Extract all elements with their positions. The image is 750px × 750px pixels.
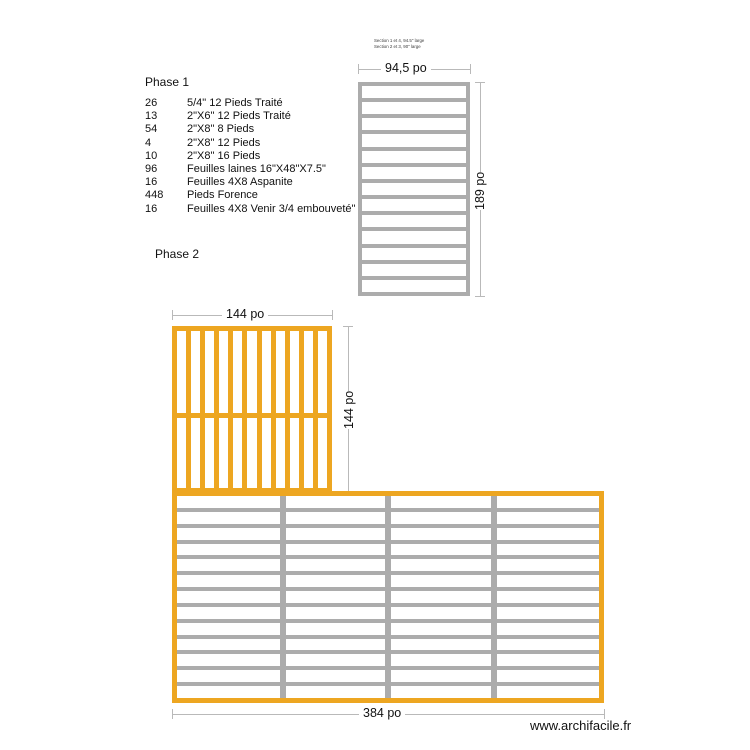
stud-wall-stud — [299, 331, 304, 488]
stud-wall-stud — [285, 331, 290, 488]
material-description: Feuilles laines 16"X48"X7.5" — [187, 163, 326, 176]
wall-width-dimension-tick-right — [332, 310, 333, 320]
material-row — [145, 110, 355, 123]
material-row — [145, 189, 355, 202]
stud-wall-stud — [200, 331, 205, 488]
material-row — [145, 123, 355, 136]
stud-wall-plan — [172, 326, 332, 493]
top-plan-joist — [362, 244, 466, 248]
stud-wall-stud — [186, 331, 191, 488]
stud-wall-stud — [242, 331, 247, 488]
top-height-dimension-tick-bottom — [475, 296, 485, 297]
top-plan-joist — [362, 179, 466, 183]
material-quantity: 16 — [145, 176, 158, 189]
top-plan-joist — [362, 98, 466, 102]
material-description: Feuilles 4X8 Aspanite — [187, 176, 293, 189]
deck-width-dimension-label: 384 po — [359, 706, 405, 720]
main-deck-plan — [172, 491, 604, 703]
material-quantity: 448 — [145, 189, 164, 202]
material-description: 2"X6" 12 Pieds Traité — [187, 110, 291, 123]
top-plan-joist — [362, 260, 466, 264]
top-plan-joist — [362, 211, 466, 215]
top-plan-joist — [362, 130, 466, 134]
material-row — [145, 150, 355, 163]
section-width-note — [374, 38, 424, 49]
top-plan-joist — [362, 227, 466, 231]
section-note-line-2: Section 2 et 3, 90" large — [374, 43, 421, 49]
material-quantity: 4 — [145, 136, 152, 149]
material-quantity: 96 — [145, 163, 158, 176]
phase-2-title: Phase 2 — [155, 247, 200, 261]
top-width-dimension-tick-right — [470, 64, 471, 74]
material-quantity: 26 — [145, 97, 158, 109]
material-quantity: 13 — [145, 110, 158, 123]
material-row — [145, 203, 355, 216]
wall-width-dimension-label: 144 po — [222, 307, 268, 321]
archifacile-watermark: www.archifacile.fr — [530, 718, 632, 733]
wall-height-dimension-label: 144 po — [338, 391, 360, 429]
material-description: 2"X8" 8 Pieds — [187, 123, 255, 136]
material-description: Feuilles 4X8 Venir 3/4 embouveté" — [187, 202, 356, 215]
stud-wall-stud — [257, 331, 262, 488]
material-description: 5/4" 12 Pieds Traité — [187, 97, 283, 109]
top-plan-joist — [362, 276, 466, 280]
main-deck-girder — [491, 496, 497, 698]
top-plan-joist — [362, 114, 466, 118]
material-quantity: 16 — [145, 202, 158, 215]
deck-width-dimension-tick-left — [172, 709, 173, 719]
materials-list — [145, 97, 355, 216]
main-deck-girder — [280, 496, 286, 698]
top-width-dimension-label: 94,5 po — [381, 61, 431, 75]
stud-wall-stud — [214, 331, 219, 488]
stud-wall-stud — [271, 331, 276, 488]
top-plan-joist — [362, 195, 466, 199]
material-description: Pieds Forence — [187, 189, 258, 202]
stud-wall-rail — [177, 413, 327, 418]
stud-wall-stud — [228, 331, 233, 488]
top-height-dimension-tick-top — [475, 82, 485, 83]
material-row — [145, 163, 355, 176]
section-note-line-1: Section 1 et 4, 94.5" large — [374, 38, 425, 43]
top-plan-joist — [362, 163, 466, 167]
wall-height-dimension-tick-top — [343, 326, 353, 327]
stud-wall-stud — [313, 331, 318, 488]
top-plan-joist — [362, 147, 466, 151]
main-deck-girder — [385, 496, 391, 698]
top-height-dimension-label: 189 po — [469, 172, 491, 210]
material-description: 2"X8" 12 Pieds — [187, 136, 261, 149]
material-row — [145, 176, 355, 189]
material-row — [145, 137, 355, 150]
top-joist-plan — [358, 82, 470, 296]
top-width-dimension-tick-left — [358, 64, 359, 74]
wall-width-dimension-tick-left — [172, 310, 173, 320]
material-row — [145, 97, 355, 110]
material-quantity: 54 — [145, 123, 158, 136]
material-quantity: 10 — [145, 149, 158, 162]
material-description: 2"X8" 16 Pieds — [187, 149, 261, 162]
phase-1-title: Phase 1 — [145, 75, 190, 89]
